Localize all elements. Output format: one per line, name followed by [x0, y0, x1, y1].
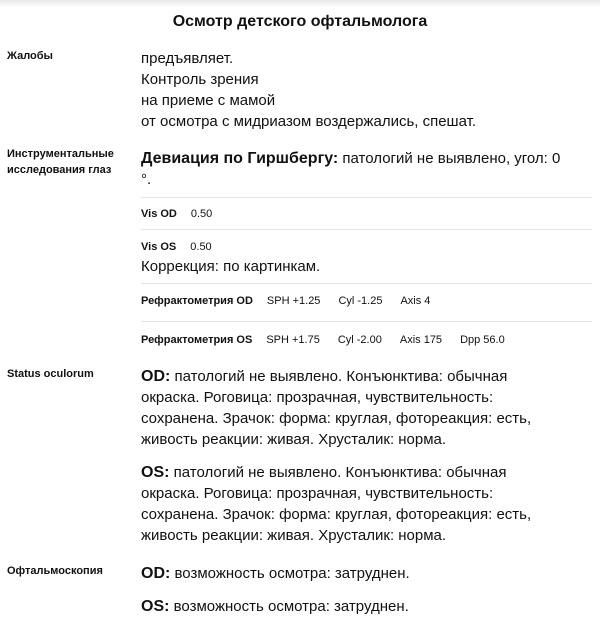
ophthalmoscopy-os-label: OS: [141, 598, 170, 615]
status-os-line: живость реакции: живая. Хрусталик: норма. [141, 527, 447, 544]
status-label: Status oculorum [7, 368, 94, 380]
vis-od-label: Vis OD [141, 208, 177, 220]
status-od-label: OD: [141, 368, 171, 385]
status-os-label: OS: [141, 464, 170, 481]
status-os-text [141, 462, 593, 546]
refr-os-sph: SPH +1.75 [266, 334, 320, 346]
instrumental-label-line: Инструментальные [7, 148, 114, 160]
instrumental-label [7, 146, 132, 178]
status-od-line: патологий не выявлено. Конъюнктива: обычная [170, 368, 508, 385]
refr-od-cyl: Cyl -1.25 [338, 295, 383, 307]
status-od-line: живость реакции: живая. Хрусталик: норма. [141, 431, 447, 448]
ophthalmoscopy-od-label: OD: [141, 565, 171, 582]
hirschberg-value-cont: °. [141, 171, 152, 188]
divider [141, 283, 592, 284]
ophthalmoscopy-od-text [141, 563, 593, 584]
complaints-line: от осмотра с мидриазом воздержались, спешат. [141, 113, 476, 130]
status-os-line: сохранена. Зрачок: форма: круглая, фотореакция: есть, [141, 506, 532, 523]
vis-od-row [141, 207, 592, 221]
divider [141, 197, 592, 198]
complaints-line: предъявляет. [141, 50, 234, 67]
refr-od-row [141, 294, 592, 308]
vis-os-label: Vis OS [141, 241, 177, 253]
ophthalmoscopy-os-value: возможность осмотра: затруднен. [169, 598, 409, 615]
refr-od-label: Рефрактометрия OD [141, 295, 253, 307]
correction-text: Коррекция: по картинкам. [141, 258, 321, 275]
top-shadow [0, 0, 600, 8]
status-od-line: окраска. Роговица: прозрачная, чувствительность: [141, 389, 494, 406]
refr-os-dpp: Dpp 56.0 [460, 334, 505, 346]
refr-od-sph: SPH +1.25 [266, 295, 321, 307]
divider [141, 321, 592, 322]
complaints-line: Контроль зрения [141, 71, 259, 88]
refr-os-cyl: Cyl -2.00 [337, 334, 382, 346]
hirschberg-value: патологий не выявлено, угол: 0 [342, 150, 561, 167]
vis-os-value: 0.50 [190, 241, 212, 253]
status-od-line: сохранена. Зрачок: форма: круглая, фотореакция: есть, [141, 410, 532, 427]
refr-od-axis: Axis 4 [400, 295, 431, 307]
complaints-label: Жалобы [7, 50, 53, 62]
refr-os-axis: Axis 175 [399, 334, 443, 346]
complaints-content [141, 48, 593, 132]
complaints-line: на приеме с мамой [141, 92, 276, 109]
vis-od-value: 0.50 [190, 208, 213, 220]
refr-os-label: Рефрактометрия OS [141, 334, 253, 346]
hirschberg-text [141, 148, 593, 190]
instrumental-label-line: исследования глаз [7, 164, 112, 176]
refr-os-row [141, 333, 592, 347]
status-os-line: патологий не выявлено. Конъюнктива: обычная [169, 464, 507, 481]
ophthalmoscopy-od-value: возможность осмотра: затруднен. [170, 565, 410, 582]
ophthalmoscopy-label: Офтальмоскопия [7, 565, 103, 577]
divider [141, 229, 592, 230]
status-od-text [141, 366, 593, 450]
ophthalmoscopy-os-text [141, 596, 593, 617]
page-title: Осмотр детского офтальмолога [172, 13, 428, 30]
vis-os-row [141, 240, 592, 254]
hirschberg-label: Девиация по Гиршбергу: [141, 150, 339, 167]
status-os-line: окраска. Роговица: прозрачная, чувствительность: [141, 485, 494, 502]
